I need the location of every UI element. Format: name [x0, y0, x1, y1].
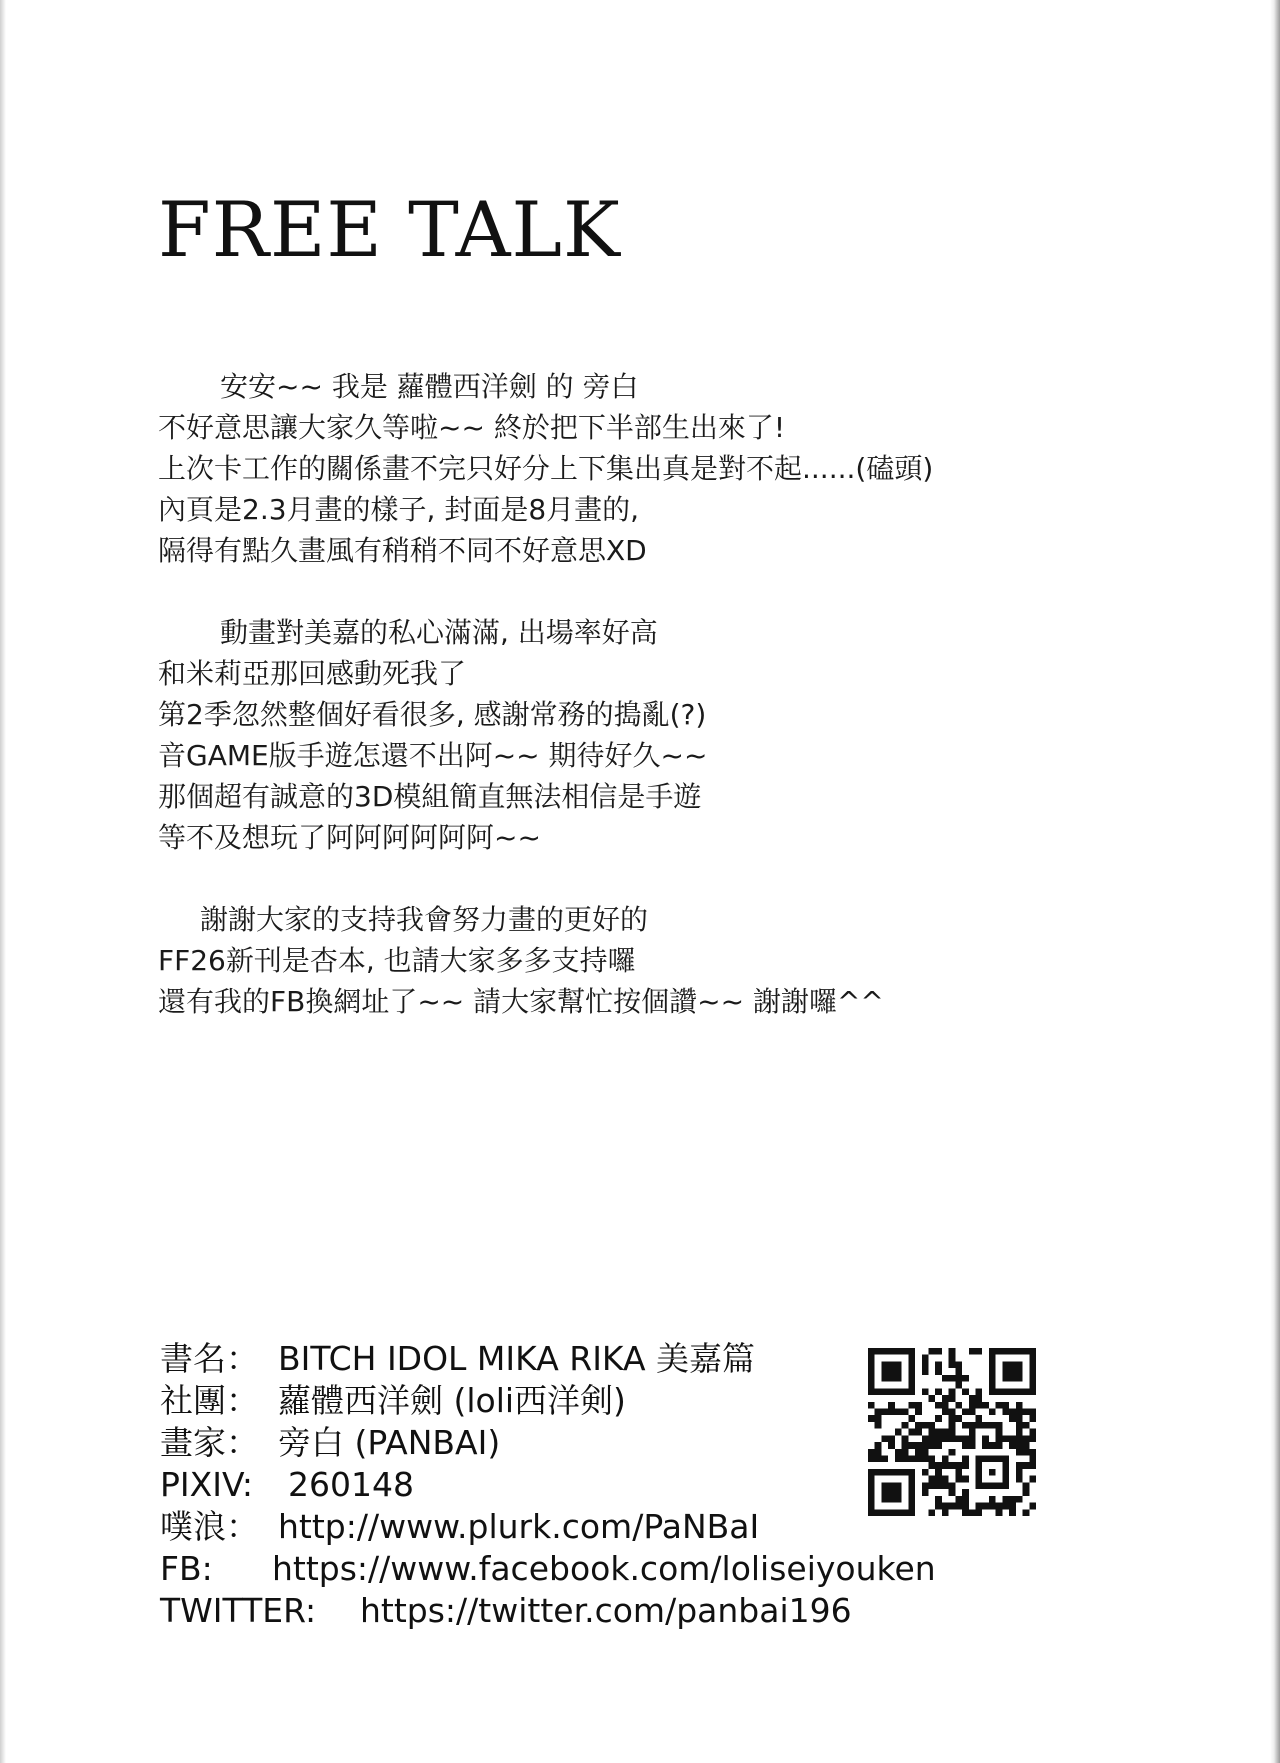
credit-twitter	[160, 1590, 1000, 1632]
talk-line: 動畫對美嘉的私心滿滿, 出場率好高	[220, 616, 658, 649]
credit-label: 噗浪：	[160, 1507, 259, 1546]
talk-line: 安安~~ 我是 蘿體西洋劍 的 旁白	[220, 370, 639, 403]
talk-line: 還有我的FB換網址了~~ 請大家幫忙按個讚~~ 謝謝囉^^	[158, 985, 884, 1018]
credit-value: 260148	[288, 1465, 414, 1504]
talk-line: 那個超有誠意的3D模組簡直無法相信是手遊	[158, 780, 702, 813]
talk-paragraph-1	[158, 366, 1058, 571]
credit-label: 畫家：	[160, 1423, 259, 1462]
page-title: FREE TALK	[158, 185, 621, 274]
page-edge-left	[0, 0, 6, 1763]
twitter-link[interactable]: https://twitter.com/panbai196	[360, 1591, 852, 1630]
talk-line: 上次卡工作的關係畫不完只好分上下集出真是對不起......(磕頭)	[158, 452, 934, 485]
talk-line: FF26新刊是杏本, 也請大家多多支持囉	[158, 944, 636, 977]
facebook-link[interactable]: https://www.facebook.com/loliseiyouken	[272, 1549, 936, 1588]
credit-value: 蘿體西洋劍 (loli西洋剣)	[278, 1381, 626, 1420]
credit-label: 書名：	[160, 1339, 259, 1378]
talk-line: 不好意思讓大家久等啦~~ 終於把下半部生出來了!	[158, 411, 786, 444]
page-edge-right	[1270, 0, 1280, 1763]
talk-line: 謝謝大家的支持我會努力畫的更好的	[200, 903, 649, 936]
talk-line: 和米莉亞那回感動死我了	[158, 657, 467, 690]
credit-value: BITCH IDOL MIKA RIKA 美嘉篇	[278, 1339, 756, 1378]
plurk-link[interactable]: http://www.plurk.com/PaNBaI	[278, 1507, 760, 1546]
talk-line: 內頁是2.3月畫的樣子, 封面是8月畫的,	[158, 493, 640, 526]
talk-line: 音GAME版手遊怎還不出阿~~ 期待好久~~	[158, 739, 708, 772]
credit-label: FB:	[160, 1549, 213, 1588]
talk-line: 隔得有點久畫風有稍稍不同不好意思XD	[158, 534, 647, 567]
free-talk-body	[158, 366, 1058, 1063]
credit-label: TWITTER:	[160, 1591, 317, 1630]
credit-label: 社團：	[160, 1381, 259, 1420]
talk-paragraph-2	[158, 612, 1058, 858]
talk-paragraph-3	[158, 899, 1058, 1022]
talk-line: 第2季忽然整個好看很多, 感謝常務的搗亂(?)	[158, 698, 707, 731]
credit-label: PIXIV:	[160, 1465, 253, 1504]
credit-facebook	[160, 1548, 1000, 1590]
qr-code-icon	[868, 1348, 1036, 1516]
talk-line: 等不及想玩了阿阿阿阿阿阿~~	[158, 821, 541, 854]
credit-value: 旁白 (PANBAI)	[278, 1423, 501, 1462]
